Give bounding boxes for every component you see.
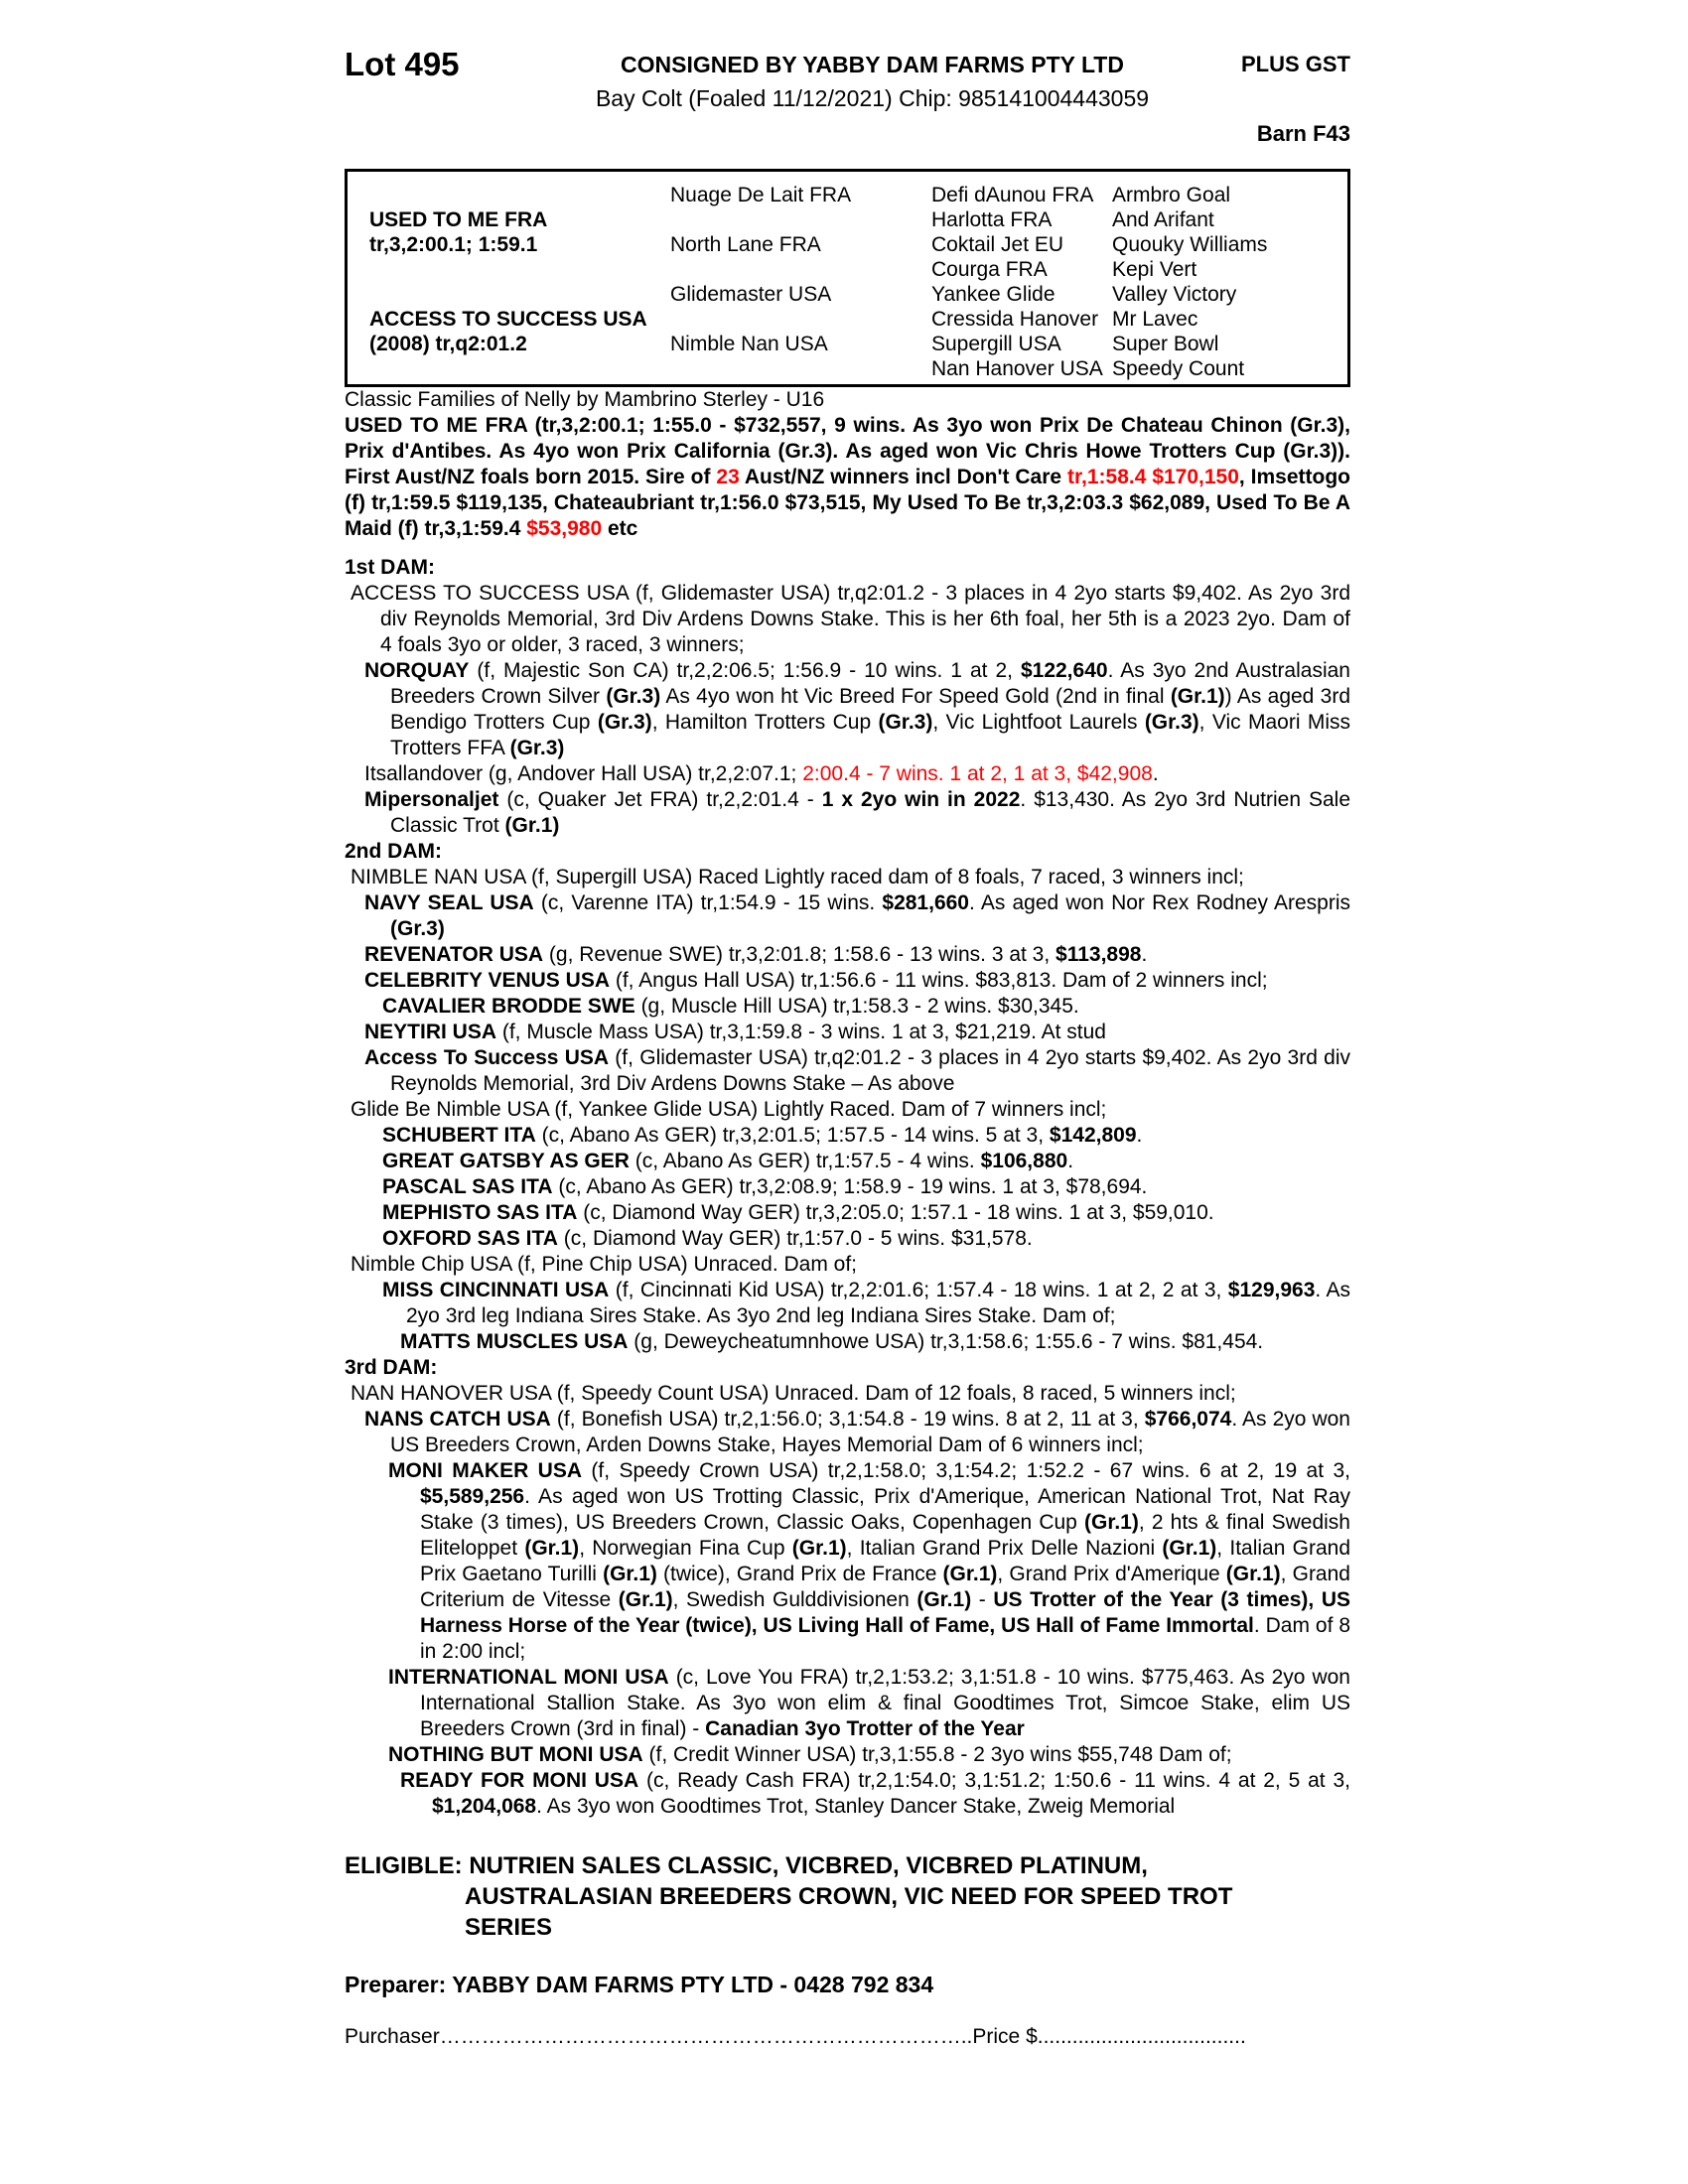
pedigree-cell — [348, 356, 670, 381]
pedigree-table — [345, 169, 1350, 387]
para-celebrity-venus: CELEBRITY VENUS USA (f, Angus Hall USA) tr,1:56.6 - 11 wins. $83,813. Dam of 2 winners incl; — [364, 969, 1268, 992]
para-nans-catch: NANS CATCH USA (f, Bonefish USA) tr,2,1:56.0; 3,1:54.8 - 19 wins. 8 at 2, 11 at 3, $766,074. As 2yo won US Breeders Crown, Arden Downs Stake, Hayes Memorial Dam of 6 winners incl; — [364, 1408, 1350, 1456]
pedigree-cell: Nan Hanover USA — [931, 357, 1103, 380]
para-access-to-success: ACCESS TO SUCCESS USA (f, Glidemaster USA) tr,q2:01.2 - 3 places in 4 2yo starts $9,402. As 2yo 3rd div Reynolds Memorial, 3rd Div Ardens Downs Stake. This is her 6th foal, her 5th is a 2023 2yo. Dam of 4 foals 3yo or older, 3 raced, 3 winners; — [351, 582, 1350, 656]
para-nan-hanover: NAN HANOVER USA (f, Speedy Count USA) Unraced. Dam of 12 foals, 8 raced, 5 winners incl; — [351, 1382, 1236, 1405]
pedigree-cell: North Lane FRA — [670, 233, 821, 256]
para-nimble-chip: Nimble Chip USA (f, Pine Chip USA) Unraced. Dam of; — [351, 1253, 858, 1276]
pedigree-cell: Valley Victory — [1112, 283, 1237, 306]
barn-number: Barn F43 — [1256, 121, 1350, 146]
para-pascal: PASCAL SAS ITA (c, Abano As GER) tr,3,2:08.9; 1:58.9 - 19 wins. 1 at 3, $78,694. — [382, 1175, 1148, 1198]
eligibility-line: ELIGIBLE: NUTRIEN SALES CLASSIC, VICBRED, VICBRED PLATINUM, — [345, 1852, 1148, 1879]
para-mipersonaljet: Mipersonaljet (c, Quaker Jet FRA) tr,2,2:01.4 - 1 x 2yo win in 2022. $13,430. As 2yo 3rd Nutrien Sale Classic Trot (Gr.1) — [364, 788, 1351, 837]
pedigree-cell: Armbro Goal — [1112, 184, 1231, 206]
catalog-body — [345, 387, 1350, 1820]
dam2-heading: 2nd DAM: — [345, 840, 442, 863]
family-note: Classic Families of Nelly by Mambrino Sterley - U16 — [345, 388, 825, 411]
header-right — [1152, 46, 1350, 112]
para-miss-cincinnati: MISS CINCINNATI USA (f, Cincinnati Kid USA) tr,2,2:01.6; 1:57.4 - 18 wins. 1 at 2, 2 at 3, $129,963. As 2yo 3rd leg Indiana Sires Stake. As 3yo 2nd leg Indiana Sires Stake. Dam of; — [382, 1279, 1351, 1327]
pedigree-cell — [670, 356, 931, 381]
sire-summary: USED TO ME FRA (tr,3,2:00.1; 1:55.0 - $732,557, 9 wins. As 3yo won Prix De Chateau Chinon (Gr.3), Prix d'Antibes. As 4yo won Prix California (Gr.3). As aged won Vic Chris Howe Trotters Cup (Gr.3)). First Aust/NZ foals born 2015. Sire of 23 Aust/NZ winners incl Don't Care tr,1:58.4 $170,150, Imsettogo (f) tr,1:59.5 $119,135, Chateaubriant tr,1:56.0 $73,515, My Used To Be tr,3,2:03.3 $62,089, Used To Be A Maid (f) tr,3,1:59.4 $53,980 etc — [345, 414, 1351, 540]
para-great-gatsby: GREAT GATSBY AS GER (c, Abano As GER) tr,1:57.5 - 4 wins. $106,880. — [382, 1150, 1074, 1172]
pedigree-cell: Kepi Vert — [1112, 258, 1197, 281]
pedigree-cell: Glidemaster USA — [670, 283, 832, 306]
pedigree-cell — [670, 307, 931, 332]
price-label: Price $ — [972, 2025, 1038, 2048]
pedigree-cell — [348, 183, 670, 207]
para-moni-maker: MONI MAKER USA (f, Speedy Crown USA) tr,2,1:58.0; 3,1:54.2; 1:52.2 - 67 wins. 6 at 2, 19 at 3, $5,589,256. As aged won US Trotting Classic, Prix d'Amerique, American National Trot, Nat Ray Stake (3 times), US Breeders Crown, Classic Oaks, Copenhagen Cup (Gr.1), 2 hts & final Swedish Eliteloppet (Gr.1), Norwegian Fina Cup (Gr.1), Italian Grand Prix Delle Nazioni (Gr.1), Italian Grand Prix Gaetano Turilli (Gr.1) (twice), Grand Prix de France (Gr.1), Grand Prix d'Amerique (Gr.1), Grand Criterium de Vitesse (Gr.1), Swedish Gulddivisionen (Gr.1) - US Trotter of the Year (3 times), US Harness Horse of the Year (twice), US Living Hall of Fame, US Hall of Fame Immortal. Dam of 8 in 2:00 incl; — [388, 1459, 1351, 1663]
eligibility-line: SERIES — [465, 1914, 553, 1941]
pedigree-cell: Defi dAunou FRA — [931, 184, 1094, 206]
pedigree-cell: USED TO ME FRA — [369, 208, 548, 231]
para-revenator: REVENATOR USA (g, Revenue SWE) tr,3,2:01.8; 1:58.6 - 13 wins. 3 at 3, $113,898. — [364, 943, 1148, 966]
pedigree-cell: Cressida Hanover — [931, 308, 1099, 331]
pedigree-cell: Mr Lavec — [1112, 308, 1198, 331]
pedigree-cell: Nuage De Lait FRA — [670, 184, 852, 206]
pedigree-cell: (2008) tr,q2:01.2 — [369, 333, 527, 355]
para-international-moni: INTERNATIONAL MONI USA (c, Love You FRA) tr,2,1:53.2; 3,1:51.8 - 10 wins. $775,463. As 2yo won International Stallion Stake. As 3yo won elim & final Goodtimes Trot, Simcoe Stake, elim US Breeders Crown (3rd in final) - Canadian 3yo Trotter of the Year — [388, 1666, 1350, 1740]
pedigree-cell: Harlotta FRA — [931, 208, 1053, 231]
pedigree-cell: Speedy Count — [1112, 357, 1245, 380]
page-header — [345, 46, 1350, 112]
pedigree-cell — [348, 257, 670, 282]
pedigree-cell — [670, 257, 931, 282]
para-nimble-nan: NIMBLE NAN USA (f, Supergill USA) Raced Lightly raced dam of 8 foals, 7 raced, 3 winners incl; — [351, 866, 1244, 888]
para-nothing-but-moni: NOTHING BUT MONI USA (f, Credit Winner USA) tr,3,1:55.8 - 2 3yo wins $55,748 Dam of; — [388, 1743, 1232, 1766]
para-glide-be-nimble: Glide Be Nimble USA (f, Yankee Glide USA) Lightly Raced. Dam of 7 winners incl; — [351, 1098, 1107, 1121]
purchaser-label: Purchaser — [345, 2025, 440, 2048]
consigned-line: CONSIGNED BY YABBY DAM FARMS PTY LTD — [621, 52, 1124, 77]
pedigree-cell: Coktail Jet EU — [931, 233, 1064, 256]
preparer-line: Preparer: YABBY DAM FARMS PTY LTD - 0428 792 834 — [345, 1972, 934, 1997]
para-mephisto: MEPHISTO SAS ITA (c, Diamond Way GER) tr,3,2:05.0; 1:57.1 - 18 wins. 1 at 3, $59,010. — [382, 1201, 1214, 1224]
dam3-heading: 3rd DAM: — [345, 1356, 438, 1379]
eligibility-block — [345, 1850, 1350, 1943]
pedigree-cell: Nimble Nan USA — [670, 333, 828, 355]
purchaser-fill-line: ………………………………………………………………….. — [439, 2025, 973, 2048]
pedigree-cell: And Arifant — [1112, 208, 1214, 231]
pedigree-cell: ACCESS TO SUCCESS USA — [369, 308, 647, 331]
purchaser-price-line — [345, 2025, 1350, 2049]
pedigree-cell: tr,3,2:00.1; 1:59.1 — [369, 233, 538, 256]
eligibility-line: AUSTRALASIAN BREEDERS CROWN, VIC NEED FOR SPEED TROT — [465, 1883, 1233, 1910]
para-oxford: OXFORD SAS ITA (c, Diamond Way GER) tr,1:57.0 - 5 wins. $31,578. — [382, 1227, 1033, 1250]
pedigree-cell: Super Bowl — [1112, 333, 1219, 355]
para-matts-muscles: MATTS MUSCLES USA (g, Deweycheatumnhowe USA) tr,3,1:58.6; 1:55.6 - 7 wins. $81,454. — [400, 1330, 1264, 1353]
price-fill-line: .................................... — [1037, 2025, 1246, 2048]
para-ready-for-moni: READY FOR MONI USA (c, Ready Cash FRA) tr,2,1:54.0; 3,1:51.2; 1:50.6 - 11 wins. 4 at 2, 5 at 3, $1,204,068. As 3yo won Goodtimes Trot, Stanley Dancer Stake, Zweig Memorial — [400, 1769, 1350, 1818]
para-navy-seal: NAVY SEAL USA (c, Varenne ITA) tr,1:54.9 - 15 wins. $281,660. As aged won Nor Rex Rodney Arespris (Gr.3) — [364, 891, 1350, 940]
plus-gst-label: PLUS GST — [1240, 52, 1350, 76]
pedigree-cell — [348, 282, 670, 307]
pedigree-cell: Supergill USA — [931, 333, 1061, 355]
pedigree-cell: Quouky Williams — [1112, 233, 1268, 256]
para-access-to-success-2: Access To Success USA (f, Glidemaster USA) tr,q2:01.2 - 3 places in 4 2yo starts $9,402. As 2yo 3rd div Reynolds Memorial, 3rd Div Ardens Downs Stake – As above — [364, 1046, 1350, 1095]
pedigree-cell: Courga FRA — [931, 258, 1048, 281]
header-center — [593, 46, 1152, 112]
pedigree-cell — [670, 207, 931, 232]
lot-number: Lot 495 — [345, 46, 460, 82]
dam1-heading: 1st DAM: — [345, 556, 436, 579]
para-neytiri: NEYTIRI USA (f, Muscle Mass USA) tr,3,1:59.8 - 3 wins. 1 at 3, $21,219. At stud — [364, 1021, 1106, 1043]
horse-description: Bay Colt (Foaled 11/12/2021) Chip: 985141004443059 — [595, 85, 1150, 111]
para-itsallandover: Itsallandover (g, Andover Hall USA) tr,2,2:07.1; 2:00.4 - 7 wins. 1 at 2, 1 at 3, $42,908. — [364, 762, 1159, 785]
para-cavalier-brodde: CAVALIER BRODDE SWE (g, Muscle Hill USA) tr,1:58.3 - 2 wins. $30,345. — [382, 995, 1079, 1018]
para-schubert: SCHUBERT ITA (c, Abano As GER) tr,3,2:01.5; 1:57.5 - 14 wins. 5 at 3, $142,809. — [382, 1124, 1143, 1147]
pedigree-cell: Yankee Glide — [931, 283, 1055, 306]
para-norquay: NORQUAY (f, Majestic Son CA) tr,2,2:06.5; 1:56.9 - 10 wins. 1 at 2, $122,640. As 3yo 2nd Australasian Breeders Crown Silver (Gr.3) As 4yo won ht Vic Breed For Speed Gold (2nd in final (Gr.1)) As aged 3rd Bendigo Trotters Cup (Gr.3), Hamilton Trotters Cup (Gr.3), Vic Lightfoot Laurels (Gr.3), Vic Maori Miss Trotters FFA (Gr.3) — [364, 659, 1351, 759]
